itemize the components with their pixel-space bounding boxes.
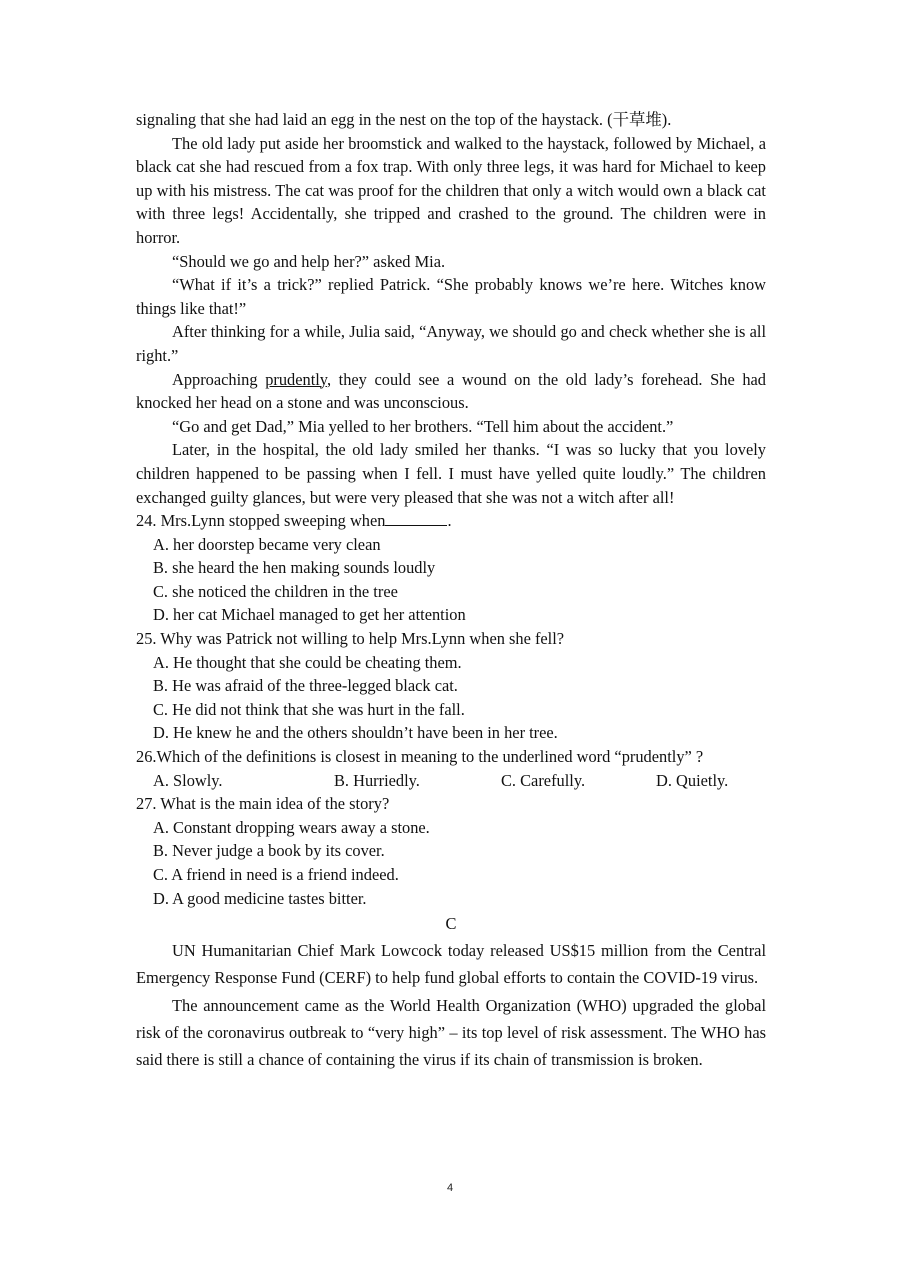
stem-text: 24. Mrs.Lynn stopped sweeping when [136, 511, 386, 531]
question-25-option-a: A. He thought that she could be cheating them. [153, 652, 462, 672]
question-27-option-d: D. A good medicine tastes bitter. [153, 888, 367, 908]
passage-b-paragraph: After thinking for a while, Julia said, “Anyway, we should go and check whether she is all right.” [136, 322, 766, 365]
question-26-option-d: D. Quietly. [656, 770, 729, 790]
passage-b-paragraph: “Should we go and help her?” asked Mia. [172, 251, 446, 271]
passage-c-paragraph: UN Humanitarian Chief Mark Lowcock today released US$15 million from the Central Emergency Response Fund (CERF) to help fund global efforts to contain the COVID-19 virus. [136, 941, 766, 988]
passage-b-paragraph: The old lady put aside her broomstick and walked to the haystack, followed by Michael, a black cat she had rescued from a fox trap. With only three legs, it was hard for Michael to keep up with his mistress. The cat was proof for the children that only a witch would own a black cat with three legs! Accidentally, she tripped and crashed to the ground. The children were in horror. [136, 133, 766, 247]
question-24-option-d: D. her cat Michael managed to get her attention [153, 605, 466, 625]
question-25-stem: 25. Why was Patrick not willing to help Mrs.Lynn when she fell? [136, 629, 565, 649]
question-24-option-b: B. she heard the hen making sounds loudly [153, 558, 436, 578]
text: , they could see a wound on the old lady’s forehead. She had knocked her head on a stone and was unconscious. [136, 369, 766, 413]
question-26-stem: 26.Which of the definitions is closest in meaning to the underlined word “prudently” ? [136, 747, 704, 767]
question-27-option-a: A. Constant dropping wears away a stone. [153, 817, 430, 837]
question-24-option-a: A. her doorstep became very clean [153, 534, 381, 554]
question-25-option-c: C. He did not think that she was hurt in the fall. [153, 699, 465, 719]
underlined-word: prudently [265, 369, 327, 389]
question-27-option-b: B. Never judge a book by its cover. [153, 841, 385, 861]
answer-blank[interactable] [385, 511, 447, 526]
text: Approaching [172, 369, 266, 389]
question-26-options [136, 769, 766, 793]
passage-b-paragraph: “What if it’s a trick?” replied Patrick. “She probably knows we’re here. Witches know things like that!” [136, 275, 766, 318]
question-25-option-b: B. He was afraid of the three-legged black cat. [153, 676, 458, 696]
question-24-stem [136, 509, 766, 533]
passage-c-paragraph: The announcement came as the World Health Organization (WHO) upgraded the global risk of the coronavirus outbreak to “very high” – its top level of risk assessment. The WHO has said there is still a chance of containing the virus if its chain of transmission is broken. [136, 995, 766, 1070]
section-heading-c: C [445, 914, 457, 934]
question-26-option-b: B. Hurriedly. [334, 770, 420, 790]
question-26-option-a: A. Slowly. [153, 770, 223, 790]
passage-b-paragraph: Later, in the hospital, the old lady smiled her thanks. “I was so lucky that you lovely children happened to be passing when I fell. I must have yelled quite loudly.” The children exchanged guilty glances, but were very pleased that she was not a witch after all! [136, 440, 766, 507]
question-27-option-c: C. A friend in need is a friend indeed. [153, 865, 399, 884]
stem-end: . [447, 511, 452, 531]
page-number: 4 [446, 1182, 454, 1194]
passage-b-continuation: signaling that she had laid an egg in the nest on the top of the haystack. (干草堆). [136, 110, 672, 129]
exam-page-body [136, 108, 766, 1074]
question-25-option-d: D. He knew he and the others shouldn’t have been in her tree. [153, 723, 558, 743]
question-26-option-c: C. Carefully. [501, 770, 586, 790]
question-27-stem: 27. What is the main idea of the story? [136, 794, 390, 814]
passage-b-paragraph: “Go and get Dad,” Mia yelled to her brothers. “Tell him about the accident.” [172, 416, 674, 436]
passage-b-paragraph-approaching [136, 368, 766, 415]
question-24-option-c: C. she noticed the children in the tree [153, 581, 398, 601]
